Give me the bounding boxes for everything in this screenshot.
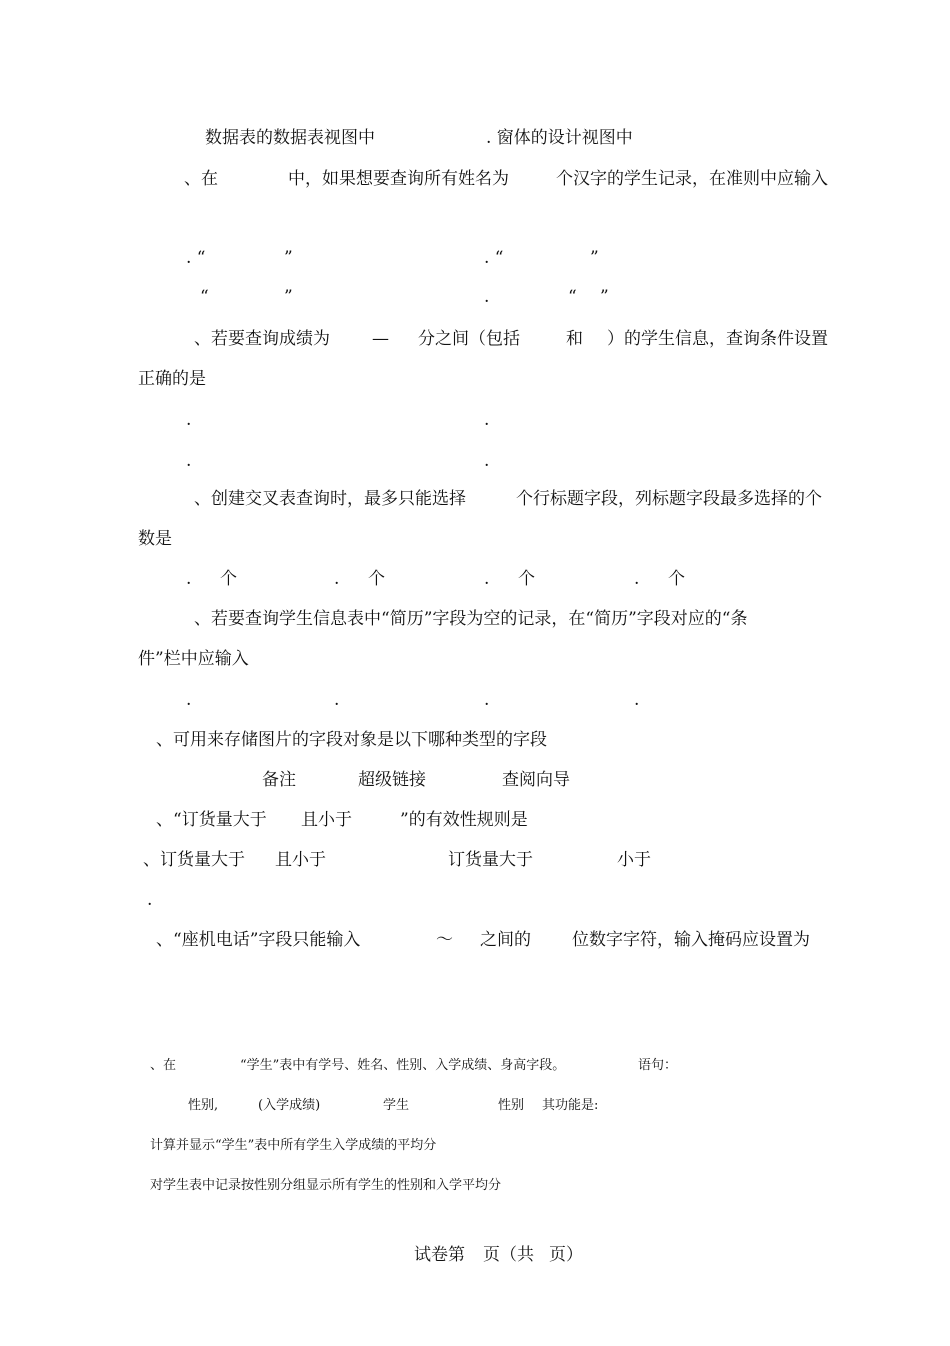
question-text: 数是	[138, 529, 172, 549]
question-text: 语句：	[638, 1058, 678, 1073]
option-b: .	[334, 690, 340, 710]
option-a: .	[186, 690, 192, 710]
question-text: “学生”表中有学号、姓名、性别、入学成绩、身高字段。	[240, 1058, 566, 1073]
question-text: 中，如果想要查询所有姓名为	[288, 169, 509, 189]
question-text: 个行标题字段，列标题字段最多选择的个	[516, 489, 822, 509]
sql-fragment: (入学成绩)	[258, 1098, 321, 1113]
option-a-text: 个	[220, 569, 237, 589]
option-d-quote-open: “	[568, 287, 577, 307]
option-c: .	[484, 569, 490, 589]
page-footer: 页）	[549, 1245, 583, 1265]
option-b-text: 备注	[262, 770, 296, 790]
question-text: 正确的是	[138, 369, 206, 389]
option-a-text: 、订货量大于	[143, 850, 245, 870]
option-b-quote: ”	[590, 248, 599, 268]
question-text: 、可用来存储图片的字段对象是以下哪种类型的字段	[156, 730, 547, 750]
option-a-text: 且小于	[275, 850, 326, 870]
question-text: 、在	[150, 1058, 177, 1073]
sql-fragment: 学生	[383, 1098, 410, 1113]
sql-fragment: 其功能是:	[542, 1098, 599, 1113]
question-text: 位数字字符，输入掩码应设置为	[572, 930, 810, 950]
option-a-text: 计算并显示“学生”表中所有学生入学成绩的平均分	[150, 1138, 437, 1153]
option-c-text: 数据表的数据表视图中	[205, 128, 375, 148]
question-text: 和	[566, 329, 583, 349]
question-text: ～	[436, 930, 453, 950]
option-d: .	[634, 569, 640, 589]
option-d-text: 查阅向导	[502, 770, 570, 790]
sql-fragment: 性别	[498, 1098, 525, 1113]
option-c-text: 个	[518, 569, 535, 589]
option-c-text: 超级链接	[358, 770, 426, 790]
question-text: 、若要查询成绩为	[194, 329, 330, 349]
option-c: .	[186, 451, 192, 471]
option-b-text: 对学生表中记录按性别分组显示所有学生的性别和入学平均分	[150, 1178, 502, 1193]
option-a: .	[186, 410, 192, 430]
question-text: ）的学生信息，查询条件设置	[607, 329, 828, 349]
question-text: 之间的	[480, 930, 531, 950]
page-footer: 页（共	[483, 1245, 534, 1265]
option-d-text: . 窗体的设计视图中	[486, 128, 633, 148]
question-text: 、在	[184, 169, 218, 189]
option-b: . “	[484, 248, 504, 268]
question-text: 个汉字的学生记录，在准则中应输入	[556, 169, 828, 189]
option-b-text: 小于	[617, 850, 651, 870]
option-d: .	[484, 287, 490, 307]
option-a-quote: ”	[284, 248, 293, 268]
option-c: .	[147, 890, 153, 910]
question-text: 分之间（包括	[418, 329, 520, 349]
option-a: . “	[186, 248, 206, 268]
option-d: .	[634, 690, 640, 710]
option-c-quote: ”	[284, 287, 293, 307]
question-text: 、“座机电话”字段只能输入	[156, 930, 361, 950]
option-c: “	[200, 287, 209, 307]
question-text: 且小于	[301, 810, 352, 830]
sql-fragment: 性别,	[188, 1098, 219, 1113]
question-text: 件”栏中应输入	[138, 649, 249, 669]
question-text: 、“订货量大于	[156, 810, 267, 830]
option-b-text: 个	[368, 569, 385, 589]
option-d: .	[484, 451, 490, 471]
option-b: .	[334, 569, 340, 589]
question-text: 、若要查询学生信息表中“简历”字段为空的记录，在“简历”字段对应的“条	[194, 609, 748, 629]
question-text: 、创建交叉表查询时，最多只能选择	[194, 489, 466, 509]
option-c: .	[484, 690, 490, 710]
question-text: ”的有效性规则是	[400, 810, 528, 830]
option-b: .	[484, 410, 490, 430]
page-footer: 试卷第	[414, 1245, 465, 1265]
option-b-text: 订货量大于	[448, 850, 533, 870]
option-a: .	[186, 569, 192, 589]
option-d-text: 个	[668, 569, 685, 589]
option-d-quote-close: ”	[600, 287, 609, 307]
question-text: —	[372, 329, 389, 349]
